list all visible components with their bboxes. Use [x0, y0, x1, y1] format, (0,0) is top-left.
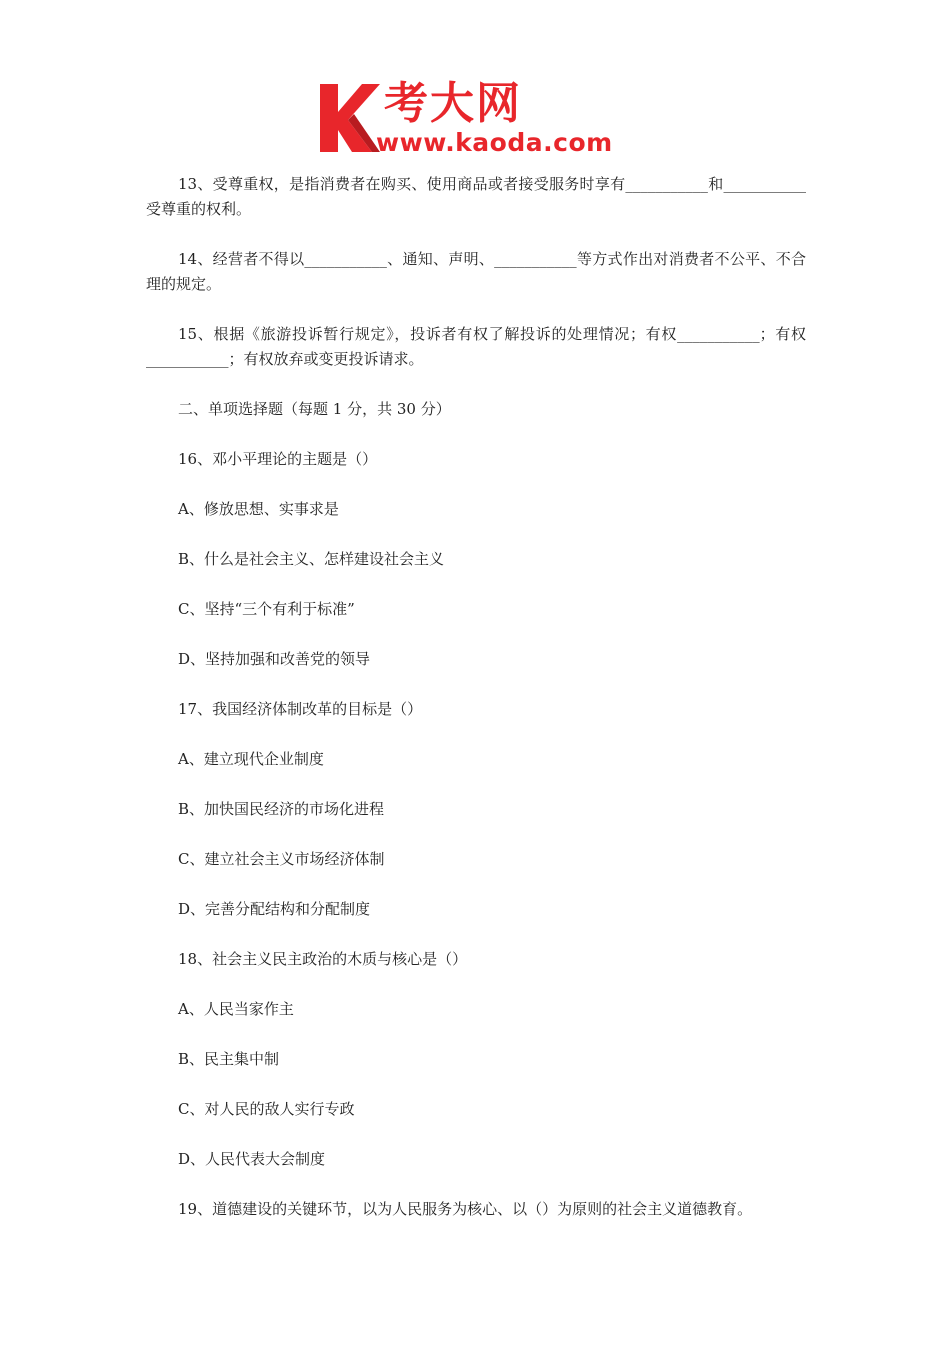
question-17: 17、我国经济体制改革的目标是（）	[178, 700, 423, 718]
logo-url-text: www.kaoda.com	[376, 128, 613, 157]
question-16-option-b: B、什么是社会主义、怎样建设社会主义	[178, 550, 445, 568]
k-logo-icon	[318, 82, 380, 154]
question-17-option-d: D、完善分配结构和分配制度	[178, 900, 371, 918]
document-body	[146, 172, 806, 1247]
logo-chinese-text: 考大网	[384, 78, 522, 129]
question-13: 13、受尊重权，是指消费者在购买、使用商品或者接受服务时享有___________和___________受尊重的权利。	[146, 175, 806, 218]
kaoda-logo	[318, 78, 640, 160]
question-18-option-b: B、民主集中制	[178, 1050, 280, 1068]
question-14: 14、经营者不得以___________、通知、声明、___________等方式作出对消费者不公平、不合理的规定。	[146, 250, 806, 293]
question-16-option-d: D、坚持加强和改善党的领导	[178, 650, 371, 668]
question-16-option-c: C、坚持“三个有利于标准”	[178, 600, 355, 618]
question-16: 16、邓小平理论的主题是（）	[178, 450, 378, 468]
question-18-option-a: A、人民当家作主	[178, 1000, 294, 1018]
section-heading-single-choice: 二、单项选择题（每题 1 分，共 30 分）	[178, 400, 451, 418]
question-17-option-c: C、建立社会主义市场经济体制	[178, 850, 385, 868]
question-15: 15、根据《旅游投诉暂行规定》，投诉者有权了解投诉的处理情况；有权___________；有权___________；有权放弃或变更投诉请求。	[146, 325, 806, 368]
question-19: 19、道德建设的关键环节，以为人民服务为核心、以（）为原则的社会主义道德教育。	[178, 1200, 753, 1218]
question-17-option-b: B、加快国民经济的市场化进程	[178, 800, 385, 818]
question-17-option-a: A、建立现代企业制度	[178, 750, 324, 768]
question-16-option-a: A、修放思想、实事求是	[178, 500, 339, 518]
question-18-option-c: C、对人民的敌人实行专政	[178, 1100, 355, 1118]
question-18: 18、社会主义民主政治的木质与核心是（）	[178, 950, 468, 968]
question-18-option-d: D、人民代表大会制度	[178, 1150, 326, 1168]
